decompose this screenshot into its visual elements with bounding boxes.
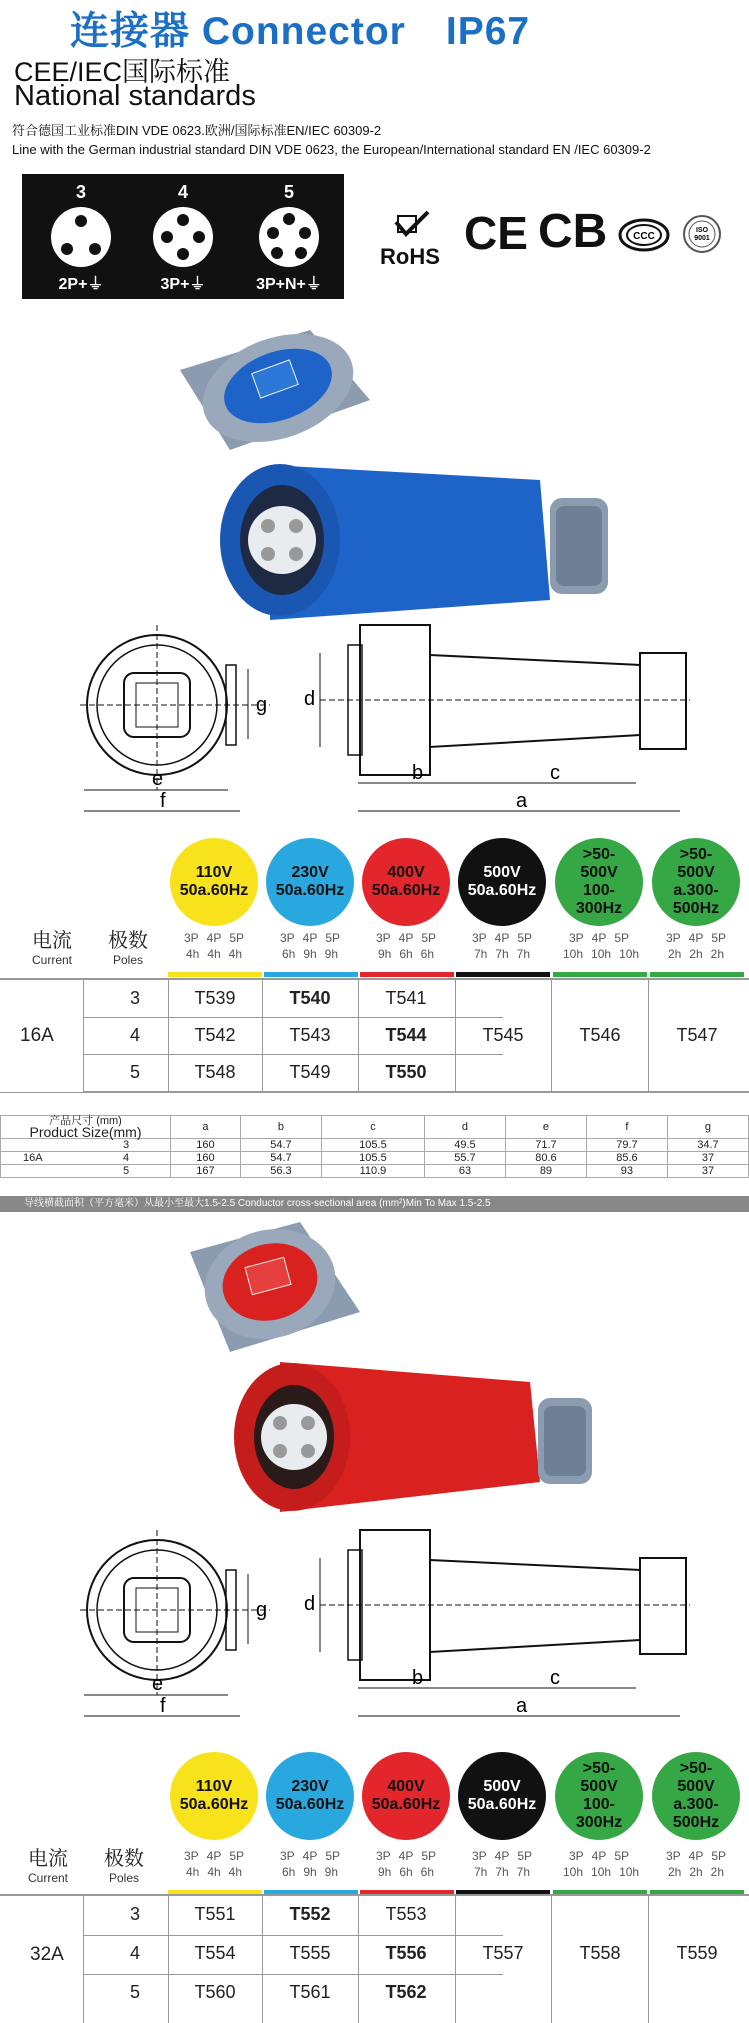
- current-32a: 32A: [30, 1944, 64, 1965]
- poles-header: 极数 Poles: [108, 930, 148, 967]
- svg-text:f: f: [160, 1695, 166, 1717]
- size-table-header: 产品尺寸 (mm) Product Size(mm) a b c d e f g: [1, 1116, 749, 1139]
- standard-title-zh: CEE/IEC国际标准: [14, 57, 231, 87]
- standard-description-en: Line with the German industrial standard DIN VDE 0623, the European/International standard EN /IEC 60309-2: [12, 142, 651, 157]
- hour-label-5: 3P 4P 5P 10h 10h 10h: [563, 1849, 640, 1879]
- svg-text:a: a: [516, 790, 528, 812]
- svg-text:e: e: [152, 768, 164, 790]
- socket-face-4pin-icon: [153, 207, 213, 267]
- model-number: T543: [289, 1025, 331, 1045]
- model-number: T539: [194, 988, 236, 1008]
- svg-text:b: b: [412, 1667, 424, 1689]
- dimension-drawing-side: [300, 615, 690, 835]
- model-number: T553: [385, 1904, 427, 1924]
- svg-text:9001: 9001: [694, 235, 710, 242]
- current-16a: 16A: [20, 1025, 54, 1046]
- pole-count: 5: [129, 1062, 140, 1082]
- rohs-logo: RoHS: [378, 208, 450, 273]
- current-header-2: 电流 Current: [27, 1848, 68, 1885]
- color-bar-2: [264, 972, 358, 977]
- size-table-row: 16A 4 160 54.7 105.5 55.7 80.6 85.6 37: [1, 1152, 749, 1165]
- hour-label-6: 3P 4P 5P 2h 2h 2h: [665, 1849, 727, 1879]
- svg-text:c: c: [550, 1667, 560, 1689]
- pole-count: 3: [129, 1904, 140, 1924]
- voltage-circle-1: 110V 50a.60Hz: [170, 838, 258, 926]
- model-number: T548: [194, 1062, 236, 1082]
- hour-label-1: 3P 4P 5P 4h 4h 4h: [183, 1849, 245, 1879]
- pole-count: 4: [129, 1025, 140, 1045]
- model-number: T561: [289, 1982, 331, 2002]
- voltage-circle-2: 230V 50a.60Hz: [266, 838, 354, 926]
- svg-text:d: d: [304, 688, 316, 710]
- hour-label-6: 3P 4P 5P 2h 2h 2h: [665, 931, 727, 961]
- model-number: T544: [385, 1025, 427, 1045]
- iso-9001-logo: [682, 214, 722, 259]
- ccc-logo: [618, 218, 670, 257]
- model-number: T556: [385, 1943, 427, 1963]
- blue-connector-image: [160, 330, 640, 635]
- pole-config-4: 4 3P+⏚: [138, 182, 228, 294]
- svg-text:b: b: [412, 762, 424, 784]
- color-bar-3: [360, 972, 454, 977]
- cb-logo: CB: [538, 205, 608, 258]
- standard-title-en: National standards: [14, 80, 256, 112]
- pole-count: 3: [129, 988, 140, 1008]
- svg-text:a: a: [516, 1695, 528, 1717]
- svg-text:e: e: [152, 1673, 164, 1695]
- model-number: T560: [194, 1982, 236, 2002]
- pole-configurations: [22, 174, 344, 299]
- voltage-circle-5: >50- 500V 100- 300Hz: [555, 838, 643, 926]
- model-number: T558: [579, 1943, 621, 1963]
- model-number: T541: [385, 988, 427, 1008]
- svg-text:g: g: [256, 694, 268, 716]
- svg-text:ISO: ISO: [695, 227, 709, 234]
- poles-header-2: 极数 Poles: [104, 1848, 144, 1885]
- model-number: T551: [194, 1904, 236, 1924]
- voltage-circle-4: 500V 50a.60Hz: [458, 838, 546, 926]
- svg-text:d: d: [304, 1593, 316, 1615]
- model-number: T540: [289, 988, 331, 1008]
- model-number: T545: [482, 1025, 524, 1045]
- dimension-drawing-side-2: [300, 1520, 690, 1740]
- ce-logo: CE: [464, 207, 528, 259]
- hour-label-4: 3P 4P 5P 7h 7h 7h: [471, 931, 533, 961]
- dimension-drawing-front: [60, 615, 300, 835]
- color-bar-6: [650, 972, 744, 977]
- conductor-footnote: 导线横截面积（平方毫米）从最小至最大1.5-2.5 Conductor cross-sectional area (mm²)Min To Max 1.5-2.5: [0, 1196, 749, 1212]
- red-connector-image: [170, 1222, 610, 1527]
- socket-face-3pin-icon: [51, 207, 111, 267]
- pole-count: 5: [129, 1982, 140, 2002]
- model-number: T546: [579, 1025, 621, 1045]
- model-number: T550: [385, 1062, 427, 1082]
- voltage-circle-2: 230V 50a.60Hz: [266, 1752, 354, 1840]
- voltage-circle-3: 400V 50a.60Hz: [362, 1752, 450, 1840]
- hour-label-3: 3P 4P 5P 9h 6h 6h: [375, 931, 437, 961]
- socket-face-5pin-icon: [259, 207, 319, 267]
- voltage-circle-3: 400V 50a.60Hz: [362, 838, 450, 926]
- svg-text:f: f: [160, 790, 166, 812]
- pole-count: 4: [129, 1943, 140, 1963]
- standard-description-zh: 符合德国工业标准DIN VDE 0623.欧洲/国际标准EN/IEC 60309-2: [12, 123, 382, 138]
- size-table-row: 5 167 56.3 110.9 63 89 93 37: [1, 1165, 749, 1178]
- model-number: T554: [194, 1943, 236, 1963]
- model-number: T562: [385, 1982, 427, 2002]
- hour-label-1: 3P 4P 5P 4h 4h 4h: [183, 931, 245, 961]
- model-number: T557: [482, 1943, 524, 1963]
- page-title: 连接器 Connector IP67: [70, 10, 531, 53]
- svg-text:g: g: [256, 1599, 268, 1621]
- svg-text:c: c: [550, 762, 560, 784]
- model-number: T552: [289, 1904, 331, 1924]
- color-bar-1: [168, 972, 262, 977]
- model-number: T559: [676, 1943, 718, 1963]
- model-number: T555: [289, 1943, 331, 1963]
- pole-config-3: 3 2P+⏚: [36, 182, 126, 294]
- size-table-row: 3 160 54.7 105.5 49.5 71.7 79.7 34.7: [1, 1139, 749, 1152]
- hour-label-3: 3P 4P 5P 9h 6h 6h: [375, 1849, 437, 1879]
- voltage-circle-4: 500V 50a.60Hz: [458, 1752, 546, 1840]
- color-bar-4: [456, 972, 550, 977]
- hour-label-2: 3P 4P 5P 6h 9h 9h: [279, 931, 341, 961]
- color-bar-5: [553, 972, 647, 977]
- model-number: T542: [194, 1025, 236, 1045]
- model-number: T549: [289, 1062, 331, 1082]
- current-header: 电流 Current: [31, 930, 72, 967]
- voltage-circle-5: >50- 500V 100- 300Hz: [555, 1752, 643, 1840]
- model-number: T547: [676, 1025, 718, 1045]
- hour-label-2: 3P 4P 5P 6h 9h 9h: [279, 1849, 341, 1879]
- svg-text:CCC: CCC: [633, 231, 655, 242]
- pole-config-5: 5 3P+N+⏚: [256, 182, 322, 293]
- hour-label-5: 3P 4P 5P 10h 10h 10h: [563, 931, 640, 961]
- hour-label-4: 3P 4P 5P 7h 7h 7h: [471, 1849, 533, 1879]
- voltage-circle-6: >50- 500V a.300- 500Hz: [652, 1752, 740, 1840]
- voltage-circle-1: 110V 50a.60Hz: [170, 1752, 258, 1840]
- voltage-circle-6: >50- 500V a.300- 500Hz: [652, 838, 740, 926]
- product-size-table: [0, 1115, 749, 1178]
- dimension-drawing-front-2: [60, 1520, 300, 1740]
